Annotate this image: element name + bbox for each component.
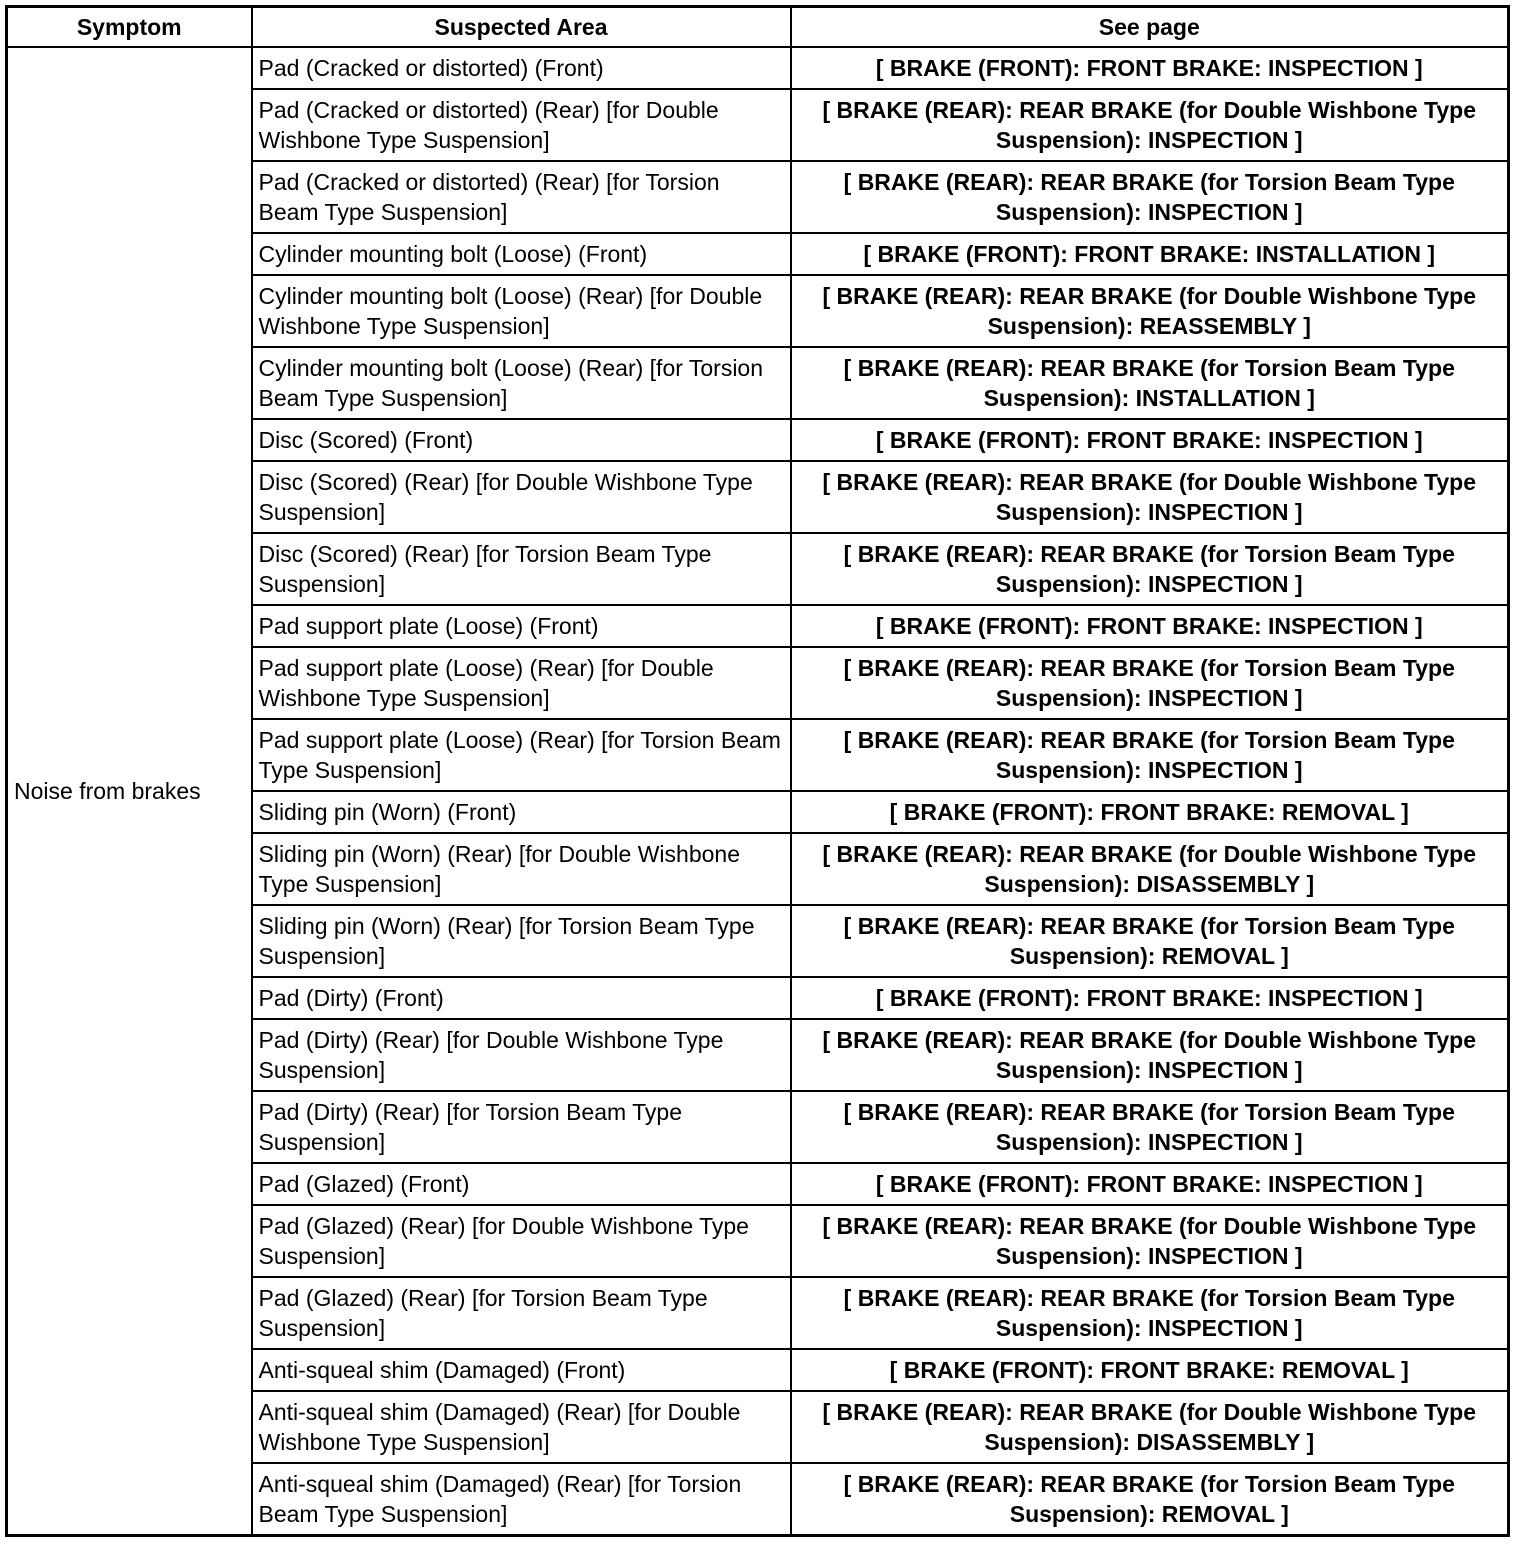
suspected-area-cell: Disc (Scored) (Front): [252, 419, 791, 461]
suspected-area-cell: Pad (Cracked or distorted) (Rear) [for Torsion Beam Type Suspension]: [252, 161, 791, 233]
header-see-page: See page: [791, 7, 1509, 48]
symptom-cell: Noise from brakes: [7, 47, 252, 1536]
see-page-link[interactable]: [ BRAKE (FRONT): FRONT BRAKE: INSPECTION ]: [791, 605, 1509, 647]
troubleshooting-table: [5, 5, 1510, 1537]
see-page-link[interactable]: [ BRAKE (REAR): REAR BRAKE (for Torsion Beam Type Suspension): INSPECTION ]: [791, 161, 1509, 233]
suspected-area-cell: Cylinder mounting bolt (Loose) (Front): [252, 233, 791, 275]
suspected-area-cell: Pad support plate (Loose) (Rear) [for Torsion Beam Type Suspension]: [252, 719, 791, 791]
suspected-area-cell: Anti-squeal shim (Damaged) (Rear) [for Torsion Beam Type Suspension]: [252, 1463, 791, 1536]
suspected-area-cell: Anti-squeal shim (Damaged) (Front): [252, 1349, 791, 1391]
suspected-area-cell: Disc (Scored) (Rear) [for Double Wishbone Type Suspension]: [252, 461, 791, 533]
see-page-link[interactable]: [ BRAKE (REAR): REAR BRAKE (for Torsion Beam Type Suspension): INSPECTION ]: [791, 533, 1509, 605]
see-page-link[interactable]: [ BRAKE (REAR): REAR BRAKE (for Double Wishbone Type Suspension): INSPECTION ]: [791, 1019, 1509, 1091]
suspected-area-cell: Pad (Glazed) (Rear) [for Torsion Beam Type Suspension]: [252, 1277, 791, 1349]
see-page-link[interactable]: [ BRAKE (REAR): REAR BRAKE (for Double Wishbone Type Suspension): REASSEMBLY ]: [791, 275, 1509, 347]
see-page-link[interactable]: [ BRAKE (FRONT): FRONT BRAKE: INSPECTION ]: [791, 47, 1509, 89]
table-row: [7, 47, 1509, 89]
suspected-area-cell: Pad (Cracked or distorted) (Front): [252, 47, 791, 89]
suspected-area-cell: Pad (Dirty) (Front): [252, 977, 791, 1019]
see-page-link[interactable]: [ BRAKE (REAR): REAR BRAKE (for Torsion Beam Type Suspension): INSPECTION ]: [791, 1091, 1509, 1163]
see-page-link[interactable]: [ BRAKE (REAR): REAR BRAKE (for Double Wishbone Type Suspension): INSPECTION ]: [791, 89, 1509, 161]
header-suspected-area: Suspected Area: [252, 7, 791, 48]
see-page-link[interactable]: [ BRAKE (REAR): REAR BRAKE (for Torsion Beam Type Suspension): INSPECTION ]: [791, 1277, 1509, 1349]
header-symptom: Symptom: [7, 7, 252, 48]
suspected-area-cell: Pad (Dirty) (Rear) [for Double Wishbone Type Suspension]: [252, 1019, 791, 1091]
see-page-link[interactable]: [ BRAKE (REAR): REAR BRAKE (for Double Wishbone Type Suspension): DISASSEMBLY ]: [791, 1391, 1509, 1463]
see-page-link[interactable]: [ BRAKE (FRONT): FRONT BRAKE: INSPECTION ]: [791, 977, 1509, 1019]
see-page-link[interactable]: [ BRAKE (REAR): REAR BRAKE (for Torsion Beam Type Suspension): INSPECTION ]: [791, 647, 1509, 719]
see-page-link[interactable]: [ BRAKE (FRONT): FRONT BRAKE: INSPECTION ]: [791, 419, 1509, 461]
see-page-link[interactable]: [ BRAKE (REAR): REAR BRAKE (for Double Wishbone Type Suspension): DISASSEMBLY ]: [791, 833, 1509, 905]
see-page-link[interactable]: [ BRAKE (REAR): REAR BRAKE (for Double Wishbone Type Suspension): INSPECTION ]: [791, 1205, 1509, 1277]
suspected-area-cell: Pad (Glazed) (Rear) [for Double Wishbone Type Suspension]: [252, 1205, 791, 1277]
see-page-link[interactable]: [ BRAKE (REAR): REAR BRAKE (for Double Wishbone Type Suspension): INSPECTION ]: [791, 461, 1509, 533]
suspected-area-cell: Pad (Glazed) (Front): [252, 1163, 791, 1205]
suspected-area-cell: Disc (Scored) (Rear) [for Torsion Beam Type Suspension]: [252, 533, 791, 605]
see-page-link[interactable]: [ BRAKE (FRONT): FRONT BRAKE: REMOVAL ]: [791, 791, 1509, 833]
see-page-link[interactable]: [ BRAKE (REAR): REAR BRAKE (for Torsion Beam Type Suspension): REMOVAL ]: [791, 905, 1509, 977]
suspected-area-cell: Sliding pin (Worn) (Rear) [for Double Wishbone Type Suspension]: [252, 833, 791, 905]
see-page-link[interactable]: [ BRAKE (FRONT): FRONT BRAKE: INSTALLATION ]: [791, 233, 1509, 275]
see-page-link[interactable]: [ BRAKE (FRONT): FRONT BRAKE: REMOVAL ]: [791, 1349, 1509, 1391]
see-page-link[interactable]: [ BRAKE (FRONT): FRONT BRAKE: INSPECTION ]: [791, 1163, 1509, 1205]
table-body: [7, 47, 1509, 1536]
see-page-link[interactable]: [ BRAKE (REAR): REAR BRAKE (for Torsion Beam Type Suspension): INSTALLATION ]: [791, 347, 1509, 419]
suspected-area-cell: Cylinder mounting bolt (Loose) (Rear) [for Torsion Beam Type Suspension]: [252, 347, 791, 419]
suspected-area-cell: Pad (Dirty) (Rear) [for Torsion Beam Type Suspension]: [252, 1091, 791, 1163]
table-header-row: [7, 7, 1509, 48]
suspected-area-cell: Anti-squeal shim (Damaged) (Rear) [for Double Wishbone Type Suspension]: [252, 1391, 791, 1463]
see-page-link[interactable]: [ BRAKE (REAR): REAR BRAKE (for Torsion Beam Type Suspension): REMOVAL ]: [791, 1463, 1509, 1536]
see-page-link[interactable]: [ BRAKE (REAR): REAR BRAKE (for Torsion Beam Type Suspension): INSPECTION ]: [791, 719, 1509, 791]
suspected-area-cell: Pad support plate (Loose) (Rear) [for Double Wishbone Type Suspension]: [252, 647, 791, 719]
suspected-area-cell: Pad support plate (Loose) (Front): [252, 605, 791, 647]
suspected-area-cell: Cylinder mounting bolt (Loose) (Rear) [for Double Wishbone Type Suspension]: [252, 275, 791, 347]
suspected-area-cell: Pad (Cracked or distorted) (Rear) [for Double Wishbone Type Suspension]: [252, 89, 791, 161]
suspected-area-cell: Sliding pin (Worn) (Rear) [for Torsion Beam Type Suspension]: [252, 905, 791, 977]
suspected-area-cell: Sliding pin (Worn) (Front): [252, 791, 791, 833]
